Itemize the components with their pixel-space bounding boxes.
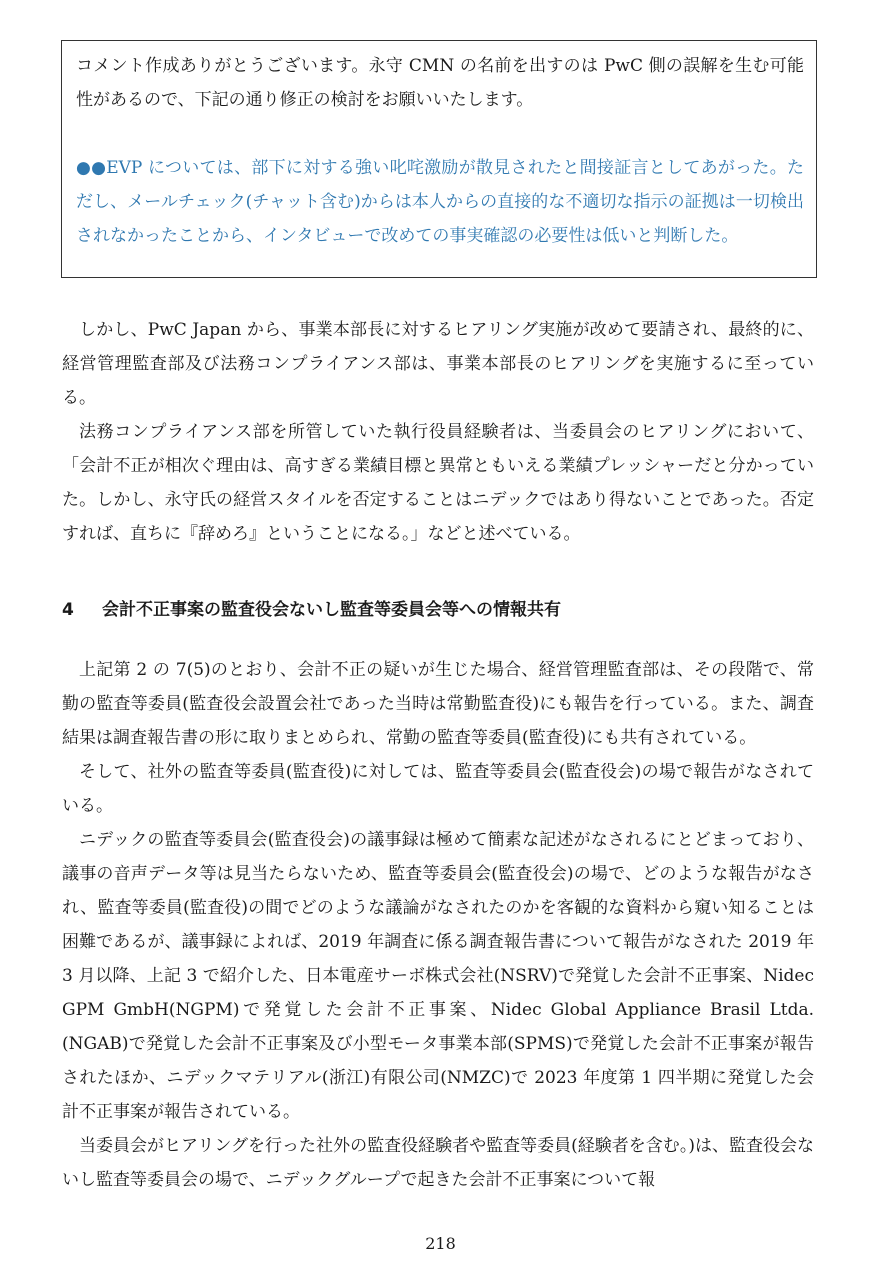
section-number: 4 — [62, 600, 74, 620]
paragraph: 上記第 2 の 7(5)のとおり、会計不正の疑いが生じた場合、経営管理監査部は、その段階で、常勤の監査等委員(監査役会設置会社であった当時は常勤監査役)にも報告を行っている。また、調査結果は調査報告書の形に取りまとめられ、常勤の監査等委員(監査役)にも共有されている。 — [62, 660, 814, 748]
body-text-after — [62, 653, 814, 1197]
page-number: 218 — [425, 1234, 456, 1253]
body-text-before — [62, 313, 814, 551]
comment-quote: ●●EVP については、部下に対する強い叱咤激励が散見されたと間接証言としてあがった。ただし、メールチェック(チャット含む)からは本人からの直接的な不適切な指示の証拠は一切検出されなかったことから、インタビューで改めての事実確認の必要性は低いと判断した。 — [76, 158, 804, 246]
section-title: 会計不正事案の監査役会ないし監査等委員会等への情報共有 — [102, 600, 561, 620]
paragraph: そして、社外の監査等委員(監査役)に対しては、監査等委員会(監査役会)の場で報告がなされている。 — [62, 762, 814, 816]
paragraph: 法務コンプライアンス部を所管していた執行役員経験者は、当委員会のヒアリングにおいて、「会計不正が相次ぐ理由は、高すぎる業績目標と異常ともいえる業績プレッシャーだと分かっていた。しかし、永守氏の経営スタイルを否定することはニデックではあり得ないことであった。否定すれば、直ちに『辞めろ』ということになる。」などと述べている。 — [62, 422, 814, 544]
paragraph: 当委員会がヒアリングを行った社外の監査役経験者や監査等委員(経験者を含む。)は、監査役会ないし監査等委員会の場で、ニデックグループで起きた会計不正事案について報 — [62, 1136, 814, 1190]
paragraph: ニデックの監査等委員会(監査役会)の議事録は極めて簡素な記述がなされるにとどまっており、議事の音声データ等は見当たらないため、監査等委員会(監査役会)の場で、どのような報告がなされ、監査等委員(監査役)の間でどのような議論がなされたのかを客観的な資料から窺い知ることは困難であるが、議事録によれば、2019 年調査に係る調査報告書について報告がなされた 2019 年 3 月以降、上記 3 で紹介した、日本電産サーボ株式会社(NSRV)で発覚した会計不正事案、Nidec GPM GmbH(NGPM)で発覚した会計不正事案、Nidec Global Appliance Brasil Ltda.(NGAB)で発覚した会計不正事案及び小型モータ事業本部(SPMS)で発覚した会計不正事案が報告されたほか、ニデックマテリアル(浙江)有限公司(NMZC)で 2023 年度第 1 四半期に発覚した会計不正事案が報告されている。 — [62, 830, 814, 1122]
comment-intro: コメント作成ありがとうございます。永守 CMN の名前を出すのは PwC 側の誤解を生む可能性があるので、下記の通り修正の検討をお願いいたします。 — [76, 56, 804, 110]
paragraph: しかし、PwC Japan から、事業本部長に対するヒアリング実施が改めて要請され、最終的に、経営管理監査部及び法務コンプライアンス部は、事業本部長のヒアリングを実施するに至っている。 — [62, 320, 814, 408]
section-heading — [62, 593, 814, 627]
comment-box — [61, 40, 817, 278]
